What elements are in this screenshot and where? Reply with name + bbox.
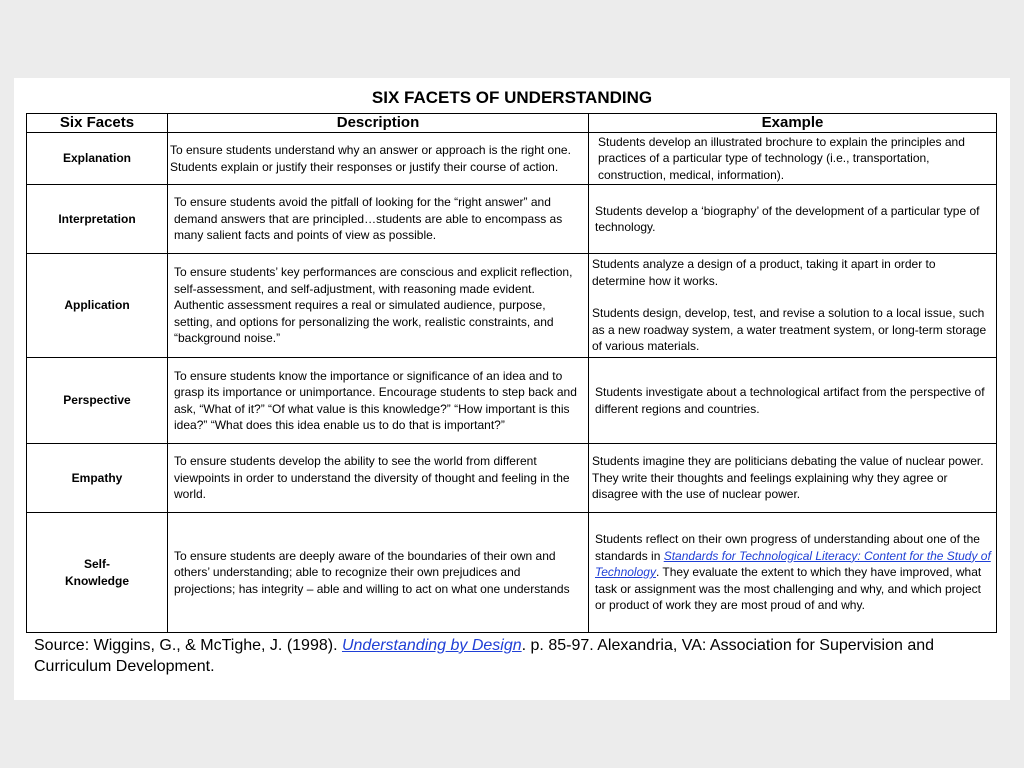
table-row (27, 358, 997, 444)
standards-link[interactable]: Standards for Technological Literacy: Content for the Study of Technology (595, 548, 991, 580)
facet-application: Application (27, 254, 168, 358)
example-text: . They evaluate the extent to which they have improved, what task or assignment was the most challenging and why, and which project or product of work they are most proud of and why. (595, 565, 982, 613)
description-cell: To ensure students avoid the pitfall of looking for the “right answer” and demand answers that are principled…students are able to encompass as many salient facts and points of view as possible. (168, 185, 589, 254)
example-cell: Students develop an illustrated brochure to explain the principles and practices of a particular type of technology (i.e., transportation, construction, medical, information). (589, 133, 997, 185)
example-cell: Students develop a ‘biography’ of the development of a particular type of technology. (589, 185, 997, 254)
facet-perspective: Perspective (27, 358, 168, 444)
source-text: Source: Wiggins, G., & McTighe, J. (1998). (34, 637, 342, 654)
table-header-row (27, 114, 997, 133)
paragraph-gap (592, 289, 992, 305)
description-cell: To ensure students understand why an answer or approach is the right one. Students explain or justify their responses or justify their course of action. (168, 133, 589, 185)
description-cell: To ensure students’ key performances are conscious and explicit reflection, self-assessment, and self-adjustment, with reasoning made evident. Authentic assessment requires a real or simulated audience, purpose, setting, and options for personalizing the work, realistic constraints, and “background noise.” (168, 254, 589, 358)
facet-self-knowledge (27, 513, 168, 633)
header-six-facets: Six Facets (27, 114, 168, 133)
facet-explanation: Explanation (27, 133, 168, 185)
table-row (27, 254, 997, 358)
example-paragraph: Students design, develop, test, and revise a solution to a local issue, such as a new roadway system, a water treatment system, or long-term storage of various materials. (592, 306, 987, 354)
header-example: Example (589, 114, 997, 133)
page-title: SIX FACETS OF UNDERSTANDING (371, 88, 653, 107)
description-cell: To ensure students know the importance or significance of an idea and to grasp its importance or unimportance. Encourage students to step back and ask, “What of it?” “Of what value is this knowledge?” “How important is this idea?” “What does this idea enable us to do that is important?” (168, 358, 589, 444)
header-description: Description (168, 114, 589, 133)
description-cell: To ensure students develop the ability to see the world from different viewpoints in order to understand the diversity of thought and feeling in the world. (168, 444, 589, 513)
facet-line: Self- (83, 557, 110, 571)
example-cell: Students investigate about a technological artifact from the perspective of different regions and countries. (589, 358, 997, 444)
table-row (27, 185, 997, 254)
facet-line: Knowledge (64, 573, 129, 588)
facet-interpretation: Interpretation (27, 185, 168, 254)
table-row (27, 133, 997, 185)
table-row (27, 513, 997, 633)
table-row (27, 444, 997, 513)
facets-table (26, 113, 997, 633)
example-cell (589, 254, 997, 358)
understanding-by-design-link[interactable]: Understanding by Design (341, 637, 522, 654)
source-citation (34, 635, 994, 677)
description-cell: To ensure students are deeply aware of the boundaries of their own and others’ understanding; able to recognize their own prejudices and projections; has integrity – able and willing to act on what one understands (168, 513, 589, 633)
example-cell (589, 513, 997, 633)
facet-empathy: Empathy (27, 444, 168, 513)
source-text: . p. 85-97. Alexandria, VA: Association for Supervision and Curriculum Development. (34, 637, 935, 675)
example-paragraph: Students analyze a design of a product, taking it apart in order to determine how it works. (592, 257, 936, 288)
example-cell: Students imagine they are politicians debating the value of nuclear power. They write their thoughts and feelings explaining why they agree or disagree with the use of nuclear power. (589, 444, 997, 513)
example-text: Students reflect on their own progress of understanding about one of the standards in (595, 532, 980, 563)
